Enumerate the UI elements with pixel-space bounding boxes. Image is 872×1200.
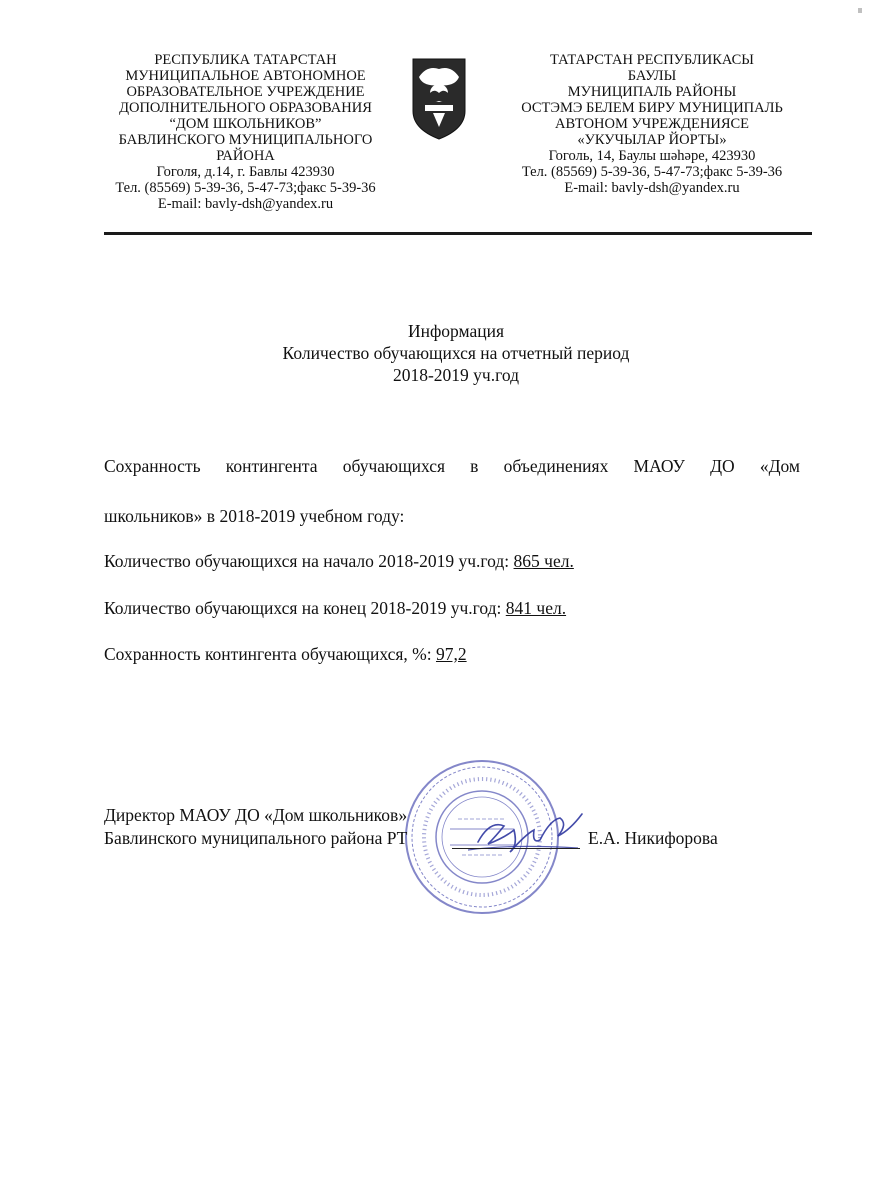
- end-count-label: Количество обучающихся на конец 2018-2019 уч.год:: [104, 598, 506, 618]
- header-left-email: E-mail: bavly-dsh@yandex.ru: [157, 196, 334, 212]
- header-right-line: ТАТАРСТАН РЕСПУБЛИКАСЫ: [550, 52, 754, 68]
- retention-value: 97,2: [435, 644, 467, 664]
- header-left-phone: Тел. (85569) 5-39-36, 5-47-73;факс 5-39-36: [115, 180, 376, 196]
- header-right-email: E-mail: bavly-dsh@yandex.ru: [564, 180, 740, 196]
- signatory-name: Е.А. Никифорова: [588, 828, 718, 848]
- signature-underline: [452, 848, 580, 849]
- start-count-label: Количество обучающихся на начало 2018-2019 уч.год:: [104, 551, 514, 571]
- title-heading: Информация: [407, 321, 505, 341]
- title-period: 2018-2019 уч.год: [392, 365, 520, 385]
- header-divider: [104, 232, 812, 235]
- start-count-line: [104, 550, 800, 572]
- header-left-address: Гоголя, д.14, г. Бавлы 423930: [156, 164, 335, 180]
- header-right-line: «УКУЧЫЛАР ЙОРТЫ»: [577, 132, 727, 148]
- retention-label: Сохранность контингента обучающихся, %:: [104, 644, 436, 664]
- document-title: [0, 320, 872, 386]
- scan-speck: [858, 8, 862, 13]
- header-left-line: РАЙОНА: [216, 148, 275, 164]
- start-count-value: 865 чел.: [513, 551, 574, 571]
- intro-line-2: школьников» в 2018-2019 учебном году:: [104, 506, 405, 526]
- coat-of-arms-emblem: [411, 57, 467, 141]
- header-right-line: МУНИЦИПАЛЬ РАЙОНЫ: [567, 84, 737, 100]
- signatory-title-line-2: Бавлинского муниципального района РТ: [104, 828, 408, 848]
- header-right-line: БАУЛЫ: [627, 68, 677, 84]
- signatory-title-line-1: Директор МАОУ ДО «Дом школьников»: [104, 805, 408, 825]
- header-right-line: АВТОНОМ УЧРЕЖДЕНИЯСЕ: [554, 116, 750, 132]
- header-left-line: ОБРАЗОВАТЕЛЬНОЕ УЧРЕЖДЕНИЕ: [126, 84, 365, 100]
- retention-line: [104, 643, 800, 665]
- end-count-value: 841 чел.: [505, 598, 567, 618]
- end-count-line: [104, 597, 800, 619]
- header-left-russian: [88, 52, 403, 212]
- header-right-tatar: [497, 52, 807, 196]
- header-right-address: Гоголь, 14, Баулы шәһәре, 423930: [548, 148, 756, 164]
- header-left-line: БАВЛИНСКОГО МУНИЦИПАЛЬНОГО: [118, 132, 373, 148]
- intro-line-1: Сохранность контингента обучающихся в объединениях МАОУ ДО «Дом: [104, 456, 800, 476]
- header-right-phone: Тел. (85569) 5-39-36, 5-47-73;факс 5-39-36: [521, 164, 783, 180]
- handwritten-signature: [460, 800, 600, 870]
- header-left-line: “ДОМ ШКОЛЬНИКОВ”: [169, 116, 322, 132]
- header-left-line: РЕСПУБЛИКА ТАТАРСТАН: [154, 52, 337, 68]
- header-left-line: ДОПОЛНИТЕЛЬНОГО ОБРАЗОВАНИЯ: [119, 100, 372, 116]
- header-right-line: ОСТЭМЭ БЕЛЕМ БИРУ МУНИЦИПАЛЬ: [521, 100, 783, 116]
- title-subject: Количество обучающихся на отчетный период: [282, 343, 630, 363]
- header-left-line: МУНИЦИПАЛЬНОЕ АВТОНОМНОЕ: [125, 68, 366, 84]
